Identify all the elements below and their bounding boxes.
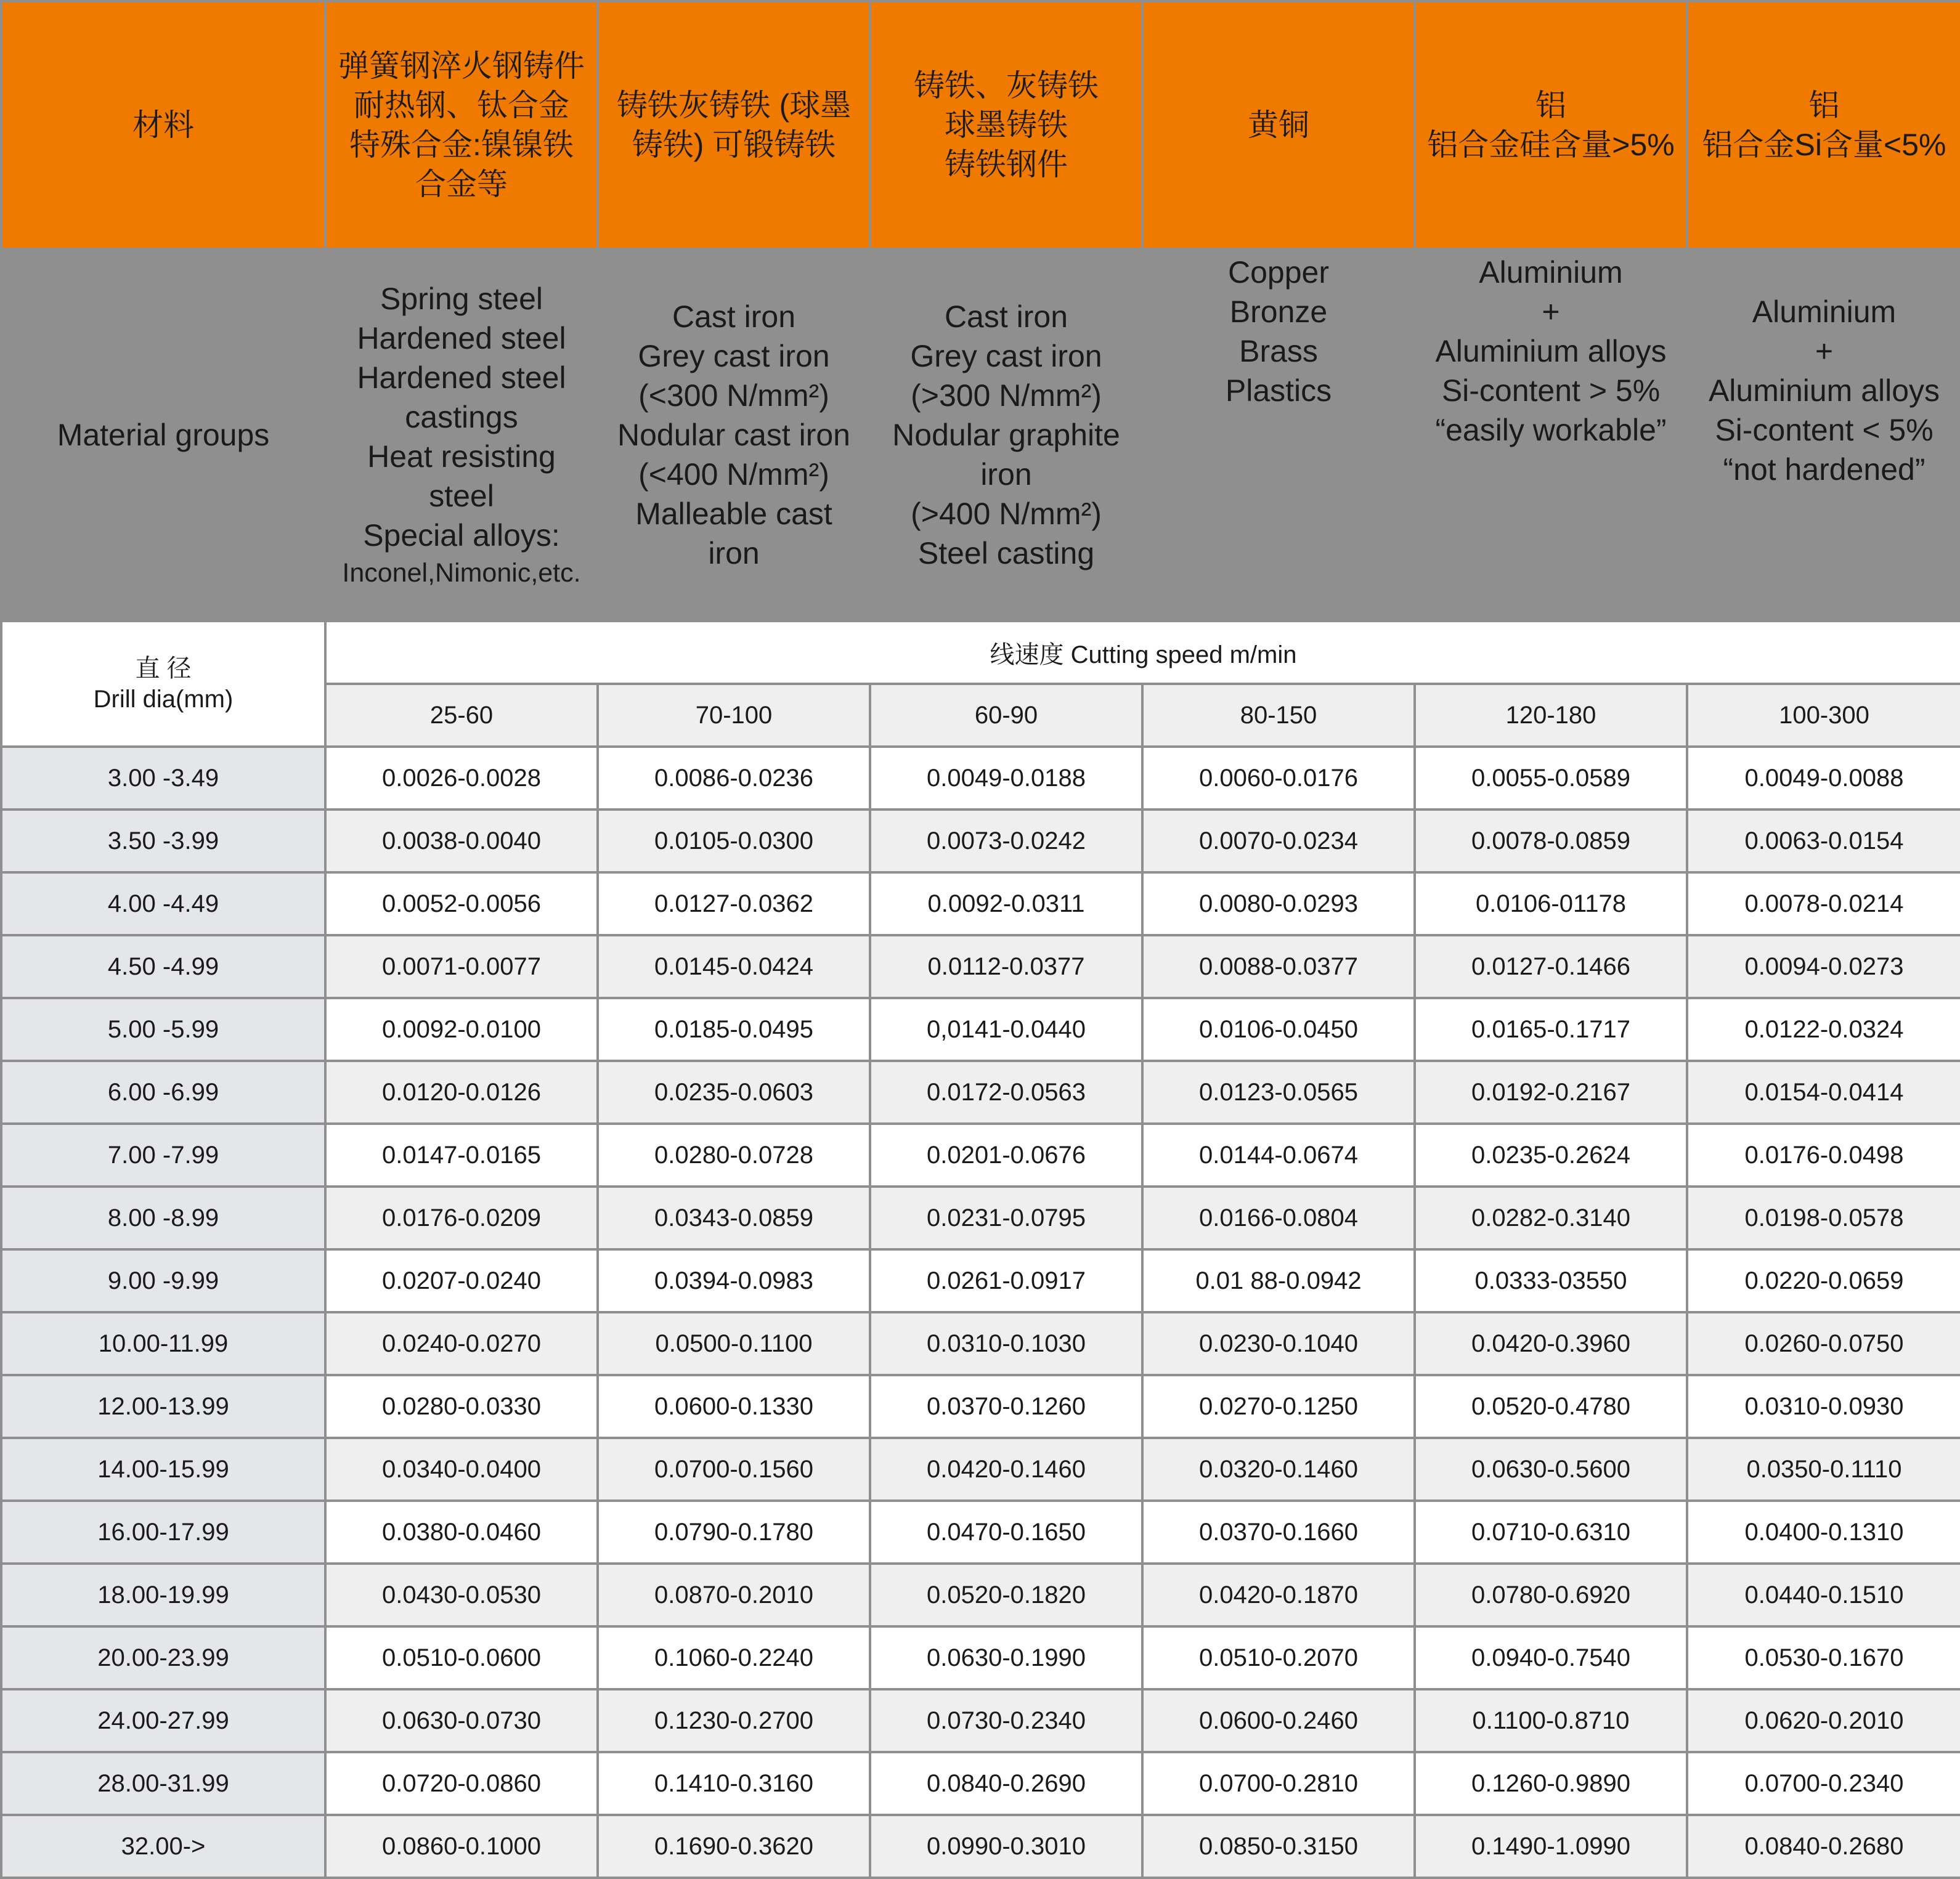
header-line: Aluminium [1752,294,1897,329]
feed-value-cell: 0.0260-0.0750 [1687,1312,1960,1375]
table-row [1,1815,1960,1878]
feed-value-cell: 0.0510-0.0600 [325,1626,598,1689]
header-line: Plastics [1225,373,1332,408]
feed-value-cell: 0.0092-0.0311 [870,872,1142,935]
feed-value-cell: 0.0700-0.1560 [598,1438,870,1501]
feed-value-cell: 0.0790-0.1780 [598,1501,870,1564]
header-en-col-3 [870,249,1142,621]
feed-value-cell: 0.0147-0.0165 [325,1124,598,1187]
feed-value-cell: 0.0185-0.0495 [598,998,870,1061]
feed-value-cell: 0.0280-0.0728 [598,1124,870,1187]
feed-value-cell: 0.0860-0.1000 [325,1815,598,1878]
feed-value-cell: 0.0940-0.7540 [1415,1626,1687,1689]
table-row [1,1061,1960,1124]
feed-value-cell: 0.0630-0.5600 [1415,1438,1687,1501]
header-line: Nodular graphite [892,418,1120,452]
feed-value-cell: 0.0144-0.0674 [1142,1124,1415,1187]
feed-value-cell: 0.0440-0.1510 [1687,1564,1960,1626]
feed-value-cell: 0.0840-0.2680 [1687,1815,1960,1878]
drill-dia-cell: 4.50 -4.99 [1,935,325,998]
header-line: (>400 N/mm²) [911,497,1102,531]
drill-dia-cell: 3.00 -3.49 [1,747,325,810]
drill-dia-cell: 8.00 -8.99 [1,1187,325,1249]
table-row [1,1124,1960,1187]
feed-value-cell: 0.0201-0.0676 [870,1124,1142,1187]
drill-dia-cell: 9.00 -9.99 [1,1249,325,1312]
feed-value-cell: 0.0078-0.0859 [1415,810,1687,872]
feed-value-cell: 0.0078-0.0214 [1687,872,1960,935]
feed-value-cell: 0.0231-0.0795 [870,1187,1142,1249]
header-line: Cast iron [672,299,796,334]
drill-dia-cell: 24.00-27.99 [1,1689,325,1752]
header-line: castings [405,400,518,434]
header-line: Grey cast iron [638,339,830,373]
cutting-speed-row [1,621,1960,684]
feed-value-cell: 0.0176-0.0209 [325,1187,598,1249]
header-line: Hardened steel [357,321,566,355]
feed-value-cell: 0.0340-0.0400 [325,1438,598,1501]
feed-value-cell: 0.0052-0.0056 [325,872,598,935]
header-en-col-4 [1142,249,1415,621]
header-line: (<400 N/mm²) [638,457,829,492]
feed-value-cell: 0.0127-0.1466 [1415,935,1687,998]
feed-value-cell: 0.0235-0.2624 [1415,1124,1687,1187]
header-line: 耐热钢、钛合金 [354,88,569,123]
feed-value-cell: 0.1490-1.0990 [1415,1815,1687,1878]
feed-value-cell: 0.0165-0.1717 [1415,998,1687,1061]
feed-value-cell: 0.0700-0.2340 [1687,1752,1960,1815]
feed-value-cell: 0.0055-0.0589 [1415,747,1687,810]
feed-value-cell: 0.0343-0.0859 [598,1187,870,1249]
feed-value-cell: 0.0510-0.2070 [1142,1626,1415,1689]
feed-value-cell: 0.0500-0.1100 [598,1312,870,1375]
feed-value-cell: 0.0049-0.0188 [870,747,1142,810]
feed-value-cell: 0.0261-0.0917 [870,1249,1142,1312]
feed-value-cell: 0.1410-0.3160 [598,1752,870,1815]
header-line: Grey cast iron [910,339,1102,373]
feed-value-cell: 0.0172-0.0563 [870,1061,1142,1124]
speed-range: 60-90 [870,684,1142,747]
feed-value-cell: 0.0630-0.0730 [325,1689,598,1752]
header-line: Aluminium alloys [1708,373,1940,408]
feed-value-cell: 0.0105-0.0300 [598,810,870,872]
table-row [1,998,1960,1061]
feed-value-cell: 0.0198-0.0578 [1687,1187,1960,1249]
table-row [1,810,1960,872]
feed-value-cell: 0.0112-0.0377 [870,935,1142,998]
header-cn-col-1 [325,1,598,249]
feed-value-cell: 0.0320-0.1460 [1142,1438,1415,1501]
header-row-en [1,249,1960,621]
feed-value-cell: 0.0145-0.0424 [598,935,870,998]
table-row [1,747,1960,810]
table-row [1,1438,1960,1501]
table-row [1,1564,1960,1626]
feed-value-cell: 0.0850-0.3150 [1142,1815,1415,1878]
drill-dia-cell: 14.00-15.99 [1,1438,325,1501]
header-line: Special alloys: [363,518,560,553]
drill-dia-cell: 16.00-17.99 [1,1501,325,1564]
feed-value-cell: 0.0600-0.1330 [598,1375,870,1438]
header-en-col-2 [598,249,870,621]
feed-value-cell: 0.0420-0.1460 [870,1438,1142,1501]
feed-value-cell: 0.0063-0.0154 [1687,810,1960,872]
feed-value-cell: 0.0220-0.0659 [1687,1249,1960,1312]
feed-value-cell: 0.0350-0.1110 [1687,1438,1960,1501]
feed-value-cell: 0.1690-0.3620 [598,1815,870,1878]
feed-value-cell: 0.0060-0.0176 [1142,747,1415,810]
feed-value-cell: 0.0073-0.0242 [870,810,1142,872]
header-line: 铝 [1808,88,1840,123]
feed-value-cell: 0.0333-03550 [1415,1249,1687,1312]
feed-value-cell: 0.0122-0.0324 [1687,998,1960,1061]
feed-value-cell: 0.0270-0.1250 [1142,1375,1415,1438]
feed-value-cell: 0.1260-0.9890 [1415,1752,1687,1815]
feed-value-cell: 0.0430-0.0530 [325,1564,598,1626]
header-line: 黄铜 [1248,108,1309,142]
feed-value-cell: 0.0088-0.0377 [1142,935,1415,998]
feed-value-cell: 0.0990-0.3010 [870,1815,1142,1878]
header-line: 合金等 [415,167,508,201]
header-line: steel [429,479,494,513]
feed-value-cell: 0.0310-0.0930 [1687,1375,1960,1438]
table-row [1,1626,1960,1689]
header-cn-col-5 [1415,1,1687,249]
header-line: Si-content > 5% [1441,373,1661,408]
feed-value-cell: 0.0192-0.2167 [1415,1061,1687,1124]
header-line: Bronze [1229,294,1328,329]
feed-value-cell: 0.0123-0.0565 [1142,1061,1415,1124]
feed-value-cell: 0.0310-0.1030 [870,1312,1142,1375]
header-line: Copper [1228,255,1329,290]
feed-value-cell: 0.0120-0.0126 [325,1061,598,1124]
header-line: 铸铁钢件 [945,147,1068,182]
feed-value-cell: 0.0094-0.0273 [1687,935,1960,998]
header-line: “easily workable” [1435,413,1667,447]
header-line: Cast iron [944,299,1068,334]
feed-value-cell: 0.0720-0.0860 [325,1752,598,1815]
feed-value-cell: 0.0230-0.1040 [1142,1312,1415,1375]
table-row [1,1312,1960,1375]
table-row [1,1689,1960,1752]
drill-dia-cell: 6.00 -6.99 [1,1061,325,1124]
feed-value-cell: 0.0127-0.0362 [598,872,870,935]
header-en-col-5 [1415,249,1687,621]
header-cn-col-2 [598,1,870,249]
speed-range: 70-100 [598,684,870,747]
table-row [1,935,1960,998]
header-line: 铸铁、灰铸铁 [914,68,1099,103]
drill-dia-header-cn: 直 径 [135,655,192,682]
feed-value-cell: 0.0630-0.1990 [870,1626,1142,1689]
feed-value-cell: 0.0176-0.0498 [1687,1124,1960,1187]
table-row [1,872,1960,935]
speed-range: 100-300 [1687,684,1960,747]
drill-dia-cell: 12.00-13.99 [1,1375,325,1438]
header-line: iron [980,457,1032,492]
speed-range: 25-60 [325,684,598,747]
speed-range: 80-150 [1142,684,1415,747]
feed-value-cell: 0.0280-0.0330 [325,1375,598,1438]
header-line: 铝 [1535,88,1566,123]
feed-value-cell: 0.0086-0.0236 [598,747,870,810]
feed-value-cell: 0.0240-0.0270 [325,1312,598,1375]
table-row [1,1249,1960,1312]
feed-value-cell: 0.0370-0.1660 [1142,1501,1415,1564]
drill-dia-cell: 20.00-23.99 [1,1626,325,1689]
header-line: Si-content < 5% [1715,413,1934,447]
drill-dia-header [1,621,325,747]
table-row [1,1752,1960,1815]
feed-value-cell: 0.0071-0.0077 [325,935,598,998]
feed-value-cell: 0.0620-0.2010 [1687,1689,1960,1752]
header-line: 特殊合金:镍镍铁 [349,128,574,162]
material-header-cn: 材料 [1,1,325,249]
header-line: Aluminium alloys [1435,334,1667,368]
feed-value-cell: 0.0106-0.0450 [1142,998,1415,1061]
feed-value-cell: 0.0520-0.1820 [870,1564,1142,1626]
drill-dia-cell: 4.00 -4.49 [1,872,325,935]
feed-value-cell: 0.0235-0.0603 [598,1061,870,1124]
feed-value-cell: 0.0780-0.6920 [1415,1564,1687,1626]
header-line: 弹簧钢淬火钢铸件 [338,49,585,83]
header-line: Steel casting [917,536,1095,570]
drill-dia-cell: 32.00-> [1,1815,325,1878]
feed-value-cell: 0.0700-0.2810 [1142,1752,1415,1815]
header-line: Heat resisting [367,439,556,474]
drill-dia-header-en: Drill dia(mm) [93,686,234,713]
feed-value-cell: 0.0400-0.1310 [1687,1501,1960,1564]
feed-value-cell: 0.0026-0.0028 [325,747,598,810]
feed-value-cell: 0.1060-0.2240 [598,1626,870,1689]
header-line: iron [708,536,760,570]
feed-value-cell: 0.0710-0.6310 [1415,1501,1687,1564]
header-line: Aluminium [1479,255,1623,290]
header-line: Spring steel [380,282,543,316]
feed-value-cell: 0.0870-0.2010 [598,1564,870,1626]
header-line: 铝合金硅含量>5% [1427,128,1675,162]
feed-value-cell: 0.1100-0.8710 [1415,1689,1687,1752]
table-body [1,1,1960,1878]
feed-value-cell: 0.0394-0.0983 [598,1249,870,1312]
feed-value-cell: 0.0080-0.0293 [1142,872,1415,935]
material-groups-header: Material groups [1,249,325,621]
table-row [1,1375,1960,1438]
table-row [1,1501,1960,1564]
feed-value-cell: 0.0420-0.1870 [1142,1564,1415,1626]
header-line: Malleable cast [635,497,832,531]
cutting-speed-label: 线速度 Cutting speed m/min [325,621,1960,684]
feed-value-cell: 0.0049-0.0088 [1687,747,1960,810]
feed-value-cell: 0.0520-0.4780 [1415,1375,1687,1438]
drill-dia-cell: 10.00-11.99 [1,1312,325,1375]
feed-value-cell: 0.0038-0.0040 [325,810,598,872]
feed-value-cell: 0.0420-0.3960 [1415,1312,1687,1375]
feed-value-cell: 0.0530-0.1670 [1687,1626,1960,1689]
table-row [1,1187,1960,1249]
header-line: + [1815,334,1834,368]
feed-value-cell: 0.0106-01178 [1415,872,1687,935]
feed-value-cell: 0.0470-0.1650 [870,1501,1142,1564]
speed-range: 120-180 [1415,684,1687,747]
header-line: (<300 N/mm²) [638,378,829,413]
feed-value-cell: 0.0092-0.0100 [325,998,598,1061]
feed-value-cell: 0.0166-0.0804 [1142,1187,1415,1249]
header-line: Nodular cast iron [617,418,850,452]
header-en-col-6 [1687,249,1960,621]
header-line: Brass [1239,334,1318,368]
header-cn-col-6 [1687,1,1960,249]
header-line: Inconel,Nimonic,etc. [342,558,581,588]
drill-dia-cell: 5.00 -5.99 [1,998,325,1061]
header-row-cn [1,1,1960,249]
feed-value-cell: 0.0282-0.3140 [1415,1187,1687,1249]
feed-value-cell: 0.0154-0.0414 [1687,1061,1960,1124]
drill-dia-cell: 7.00 -7.99 [1,1124,325,1187]
header-en-col-1 [325,249,598,621]
feed-value-cell: 0.01 88-0.0942 [1142,1249,1415,1312]
header-line: (>300 N/mm²) [911,378,1102,413]
feed-value-cell: 0.0207-0.0240 [325,1249,598,1312]
drill-dia-cell: 3.50 -3.99 [1,810,325,872]
feed-value-cell: 0.0070-0.0234 [1142,810,1415,872]
feed-value-cell: 0.1230-0.2700 [598,1689,870,1752]
header-line: Hardened steel [357,360,566,395]
feed-value-cell: 0.0370-0.1260 [870,1375,1142,1438]
feed-value-cell: 0.0840-0.2690 [870,1752,1142,1815]
header-line: + [1542,294,1560,329]
feed-value-cell: 0.0730-0.2340 [870,1689,1142,1752]
drill-dia-cell: 18.00-19.99 [1,1564,325,1626]
feed-value-cell: 0,0141-0.0440 [870,998,1142,1061]
header-line: 铸铁) 可锻铸铁 [632,128,836,162]
header-line: 铸铁灰铸铁 (球墨 [616,88,852,123]
drill-dia-cell: 28.00-31.99 [1,1752,325,1815]
feed-value-cell: 0.0380-0.0460 [325,1501,598,1564]
header-cn-col-4 [1142,1,1415,249]
header-line: 球墨铸铁 [945,108,1068,142]
header-line: 铝合金Si含量<5% [1702,128,1946,162]
header-cn-col-3 [870,1,1142,249]
header-line: “not hardened” [1723,452,1925,487]
feed-value-cell: 0.0600-0.2460 [1142,1689,1415,1752]
